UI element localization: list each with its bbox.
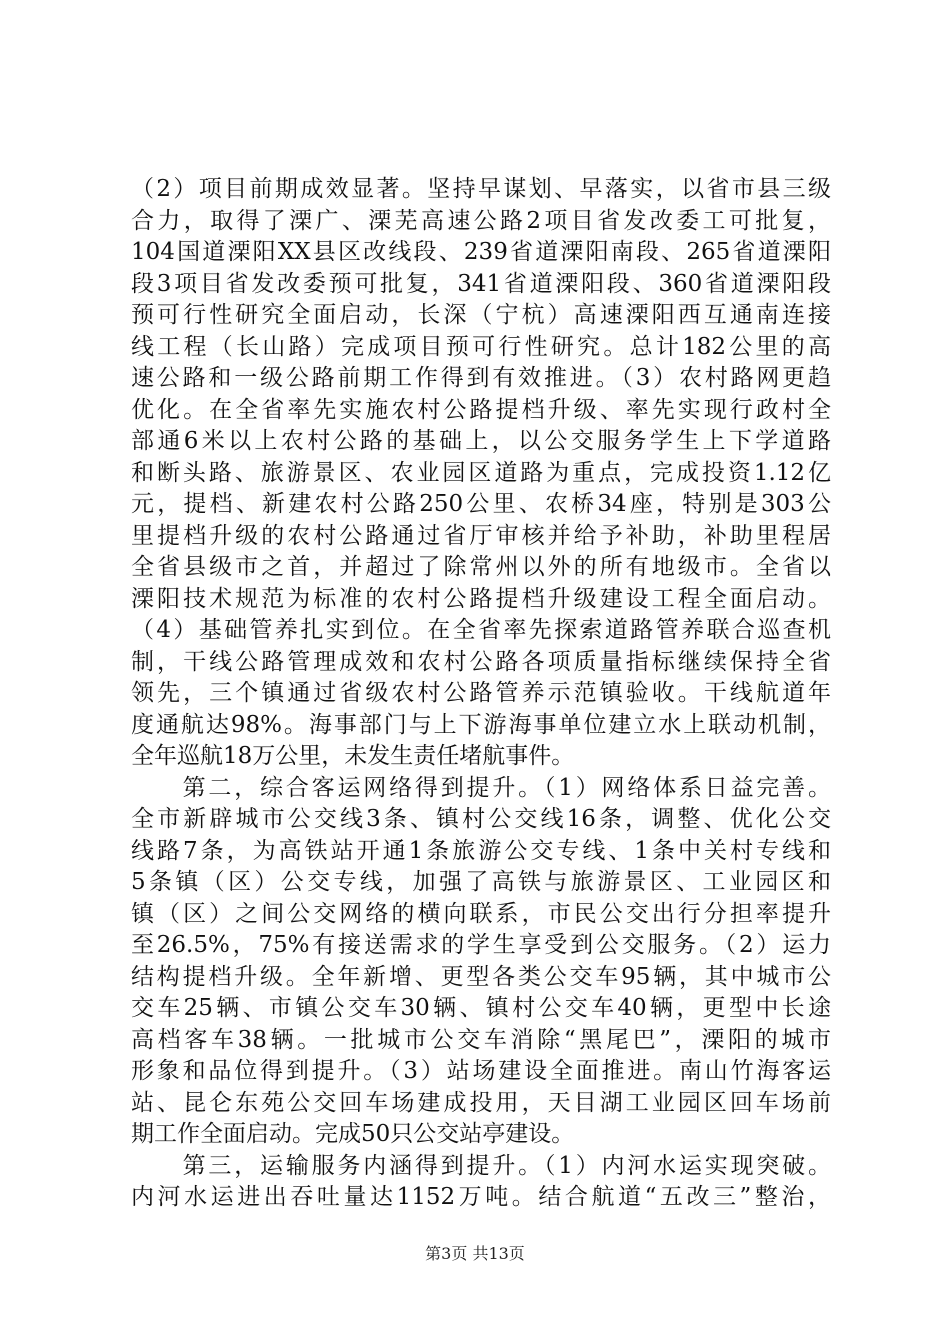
text-line: 预可行性研究全面启动，长深（宁杭）高速溧阳西互通南连接 [131,302,831,328]
text-line: 段3项目省发改委预可批复，341省道溧阳段、360省道溧阳段 [131,270,831,297]
text-line: 全年巡航18万公里，未发生责任堵航事件。 [131,743,575,769]
document-body [131,174,831,1214]
text-line: 度通航达98%。海事部门与上下游海事单位建立水上联动机制， [131,711,831,738]
text-line: 全省县级市之首，并超过了除常州以外的所有地级市。全省以 [131,554,831,580]
text-line: 合力，取得了溧广、溧芜高速公路2项目省发改委工可批复， [131,207,831,234]
text-line: 制，干线公路管理成效和农村公路各项质量指标继续保持全省 [131,648,831,675]
text-line: 结构提档升级。全年新增、更型各类公交车95辆，其中城市公 [131,963,831,990]
text-line: 优化。在全省率先实施农村公路提档升级、率先实现行政村全 [131,396,831,423]
text-line: 镇（区）之间公交网络的横向联系，市民公交出行分担率提升 [131,900,831,927]
page-footer: 第3页 共13页 [425,1244,525,1263]
text-line: 线工程（长山路）完成项目预可行性研究。总计182公里的高 [131,333,831,360]
text-line: 站、昆仑东苑公交回车场建成投用，天目湖工业园区回车场前 [131,1089,831,1116]
text-line: 104国道溧阳XX县区改线段、239省道溧阳南段、265省道溧阳 [131,239,831,265]
text-line: 至26.5%，75%有接送需求的学生享受到公交服务。（2）运力 [131,932,831,958]
text-line: 部通6米以上农村公路的基础上，以公交服务学生上下学道路 [131,428,831,454]
text-line: 交车25辆、市镇公交车30辆、镇村公交车40辆，更型中长途 [131,995,831,1021]
text-line: 速公路和一级公路前期工作得到有效推进。（3）农村路网更趋 [131,365,831,391]
text-line: 第二，综合客运网络得到提升。（1）网络体系日益完善。 [131,774,831,801]
text-line: 线路7条，为高铁站开通1条旅游公交专线、1条中关村专线和 [131,837,831,864]
text-line: 溧阳技术规范为标准的农村公路提档升级建设工程全面启动。 [131,585,831,612]
text-line: 领先，三个镇通过省级农村公路管养示范镇验收。干线航道年 [131,680,831,706]
text-line: （4）基础管养扎实到位。在全省率先探索道路管养联合巡查机 [131,617,831,643]
text-line: 形象和品位得到提升。（3）站场建设全面推进。南山竹海客运 [131,1058,831,1084]
text-line: 第三，运输服务内涵得到提升。（1）内河水运实现突破。 [131,1152,831,1179]
text-line: 和断头路、旅游景区、农业园区道路为重点，完成投资1.12亿 [131,459,831,486]
text-line: 元，提档、新建农村公路250公里、农桥34座，特别是303公 [131,491,831,517]
text-line: 全市新辟城市公交线3条、镇村公交线16条，调整、优化公交 [131,806,831,832]
text-line: 5条镇（区）公交专线，加强了高铁与旅游景区、工业园区和 [131,869,831,895]
text-line: 期工作全面启动。完成50只公交站亭建设。 [131,1121,575,1147]
text-line: （2）项目前期成效显著。坚持早谋划、早落实，以省市县三级 [131,176,831,202]
text-line: 内河水运进出吞吐量达1152万吨。结合航道“五改三”整治， [131,1184,831,1210]
text-line: 高档客车38辆。一批城市公交车消除“黑尾巴”，溧阳的城市 [131,1026,831,1053]
text-line: 里提档升级的农村公路通过省厅审核并给予补助，补助里程居 [131,522,831,549]
